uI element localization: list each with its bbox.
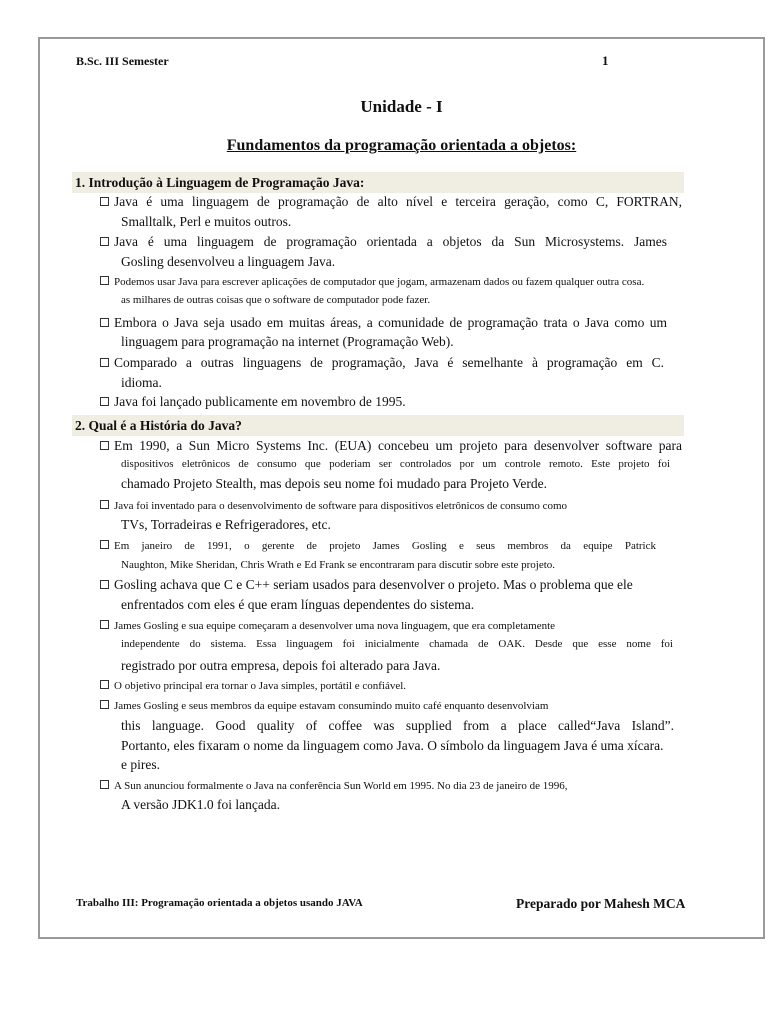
list-item-continuation: idioma. bbox=[121, 375, 162, 390]
list-item: A Sun anunciou formalmente o Java na conferência Sun World em 1995. No dia 23 de janeiro de 1996, bbox=[100, 780, 567, 792]
list-item: James Gosling e sua equipe começaram a desenvolver uma nova linguagem, que era completamente bbox=[100, 620, 555, 632]
list-item-continuation: linguagem para programação na internet (Programação Web). bbox=[121, 334, 454, 349]
bullet-box-icon bbox=[100, 318, 109, 327]
list-item-continuation: Smalltalk, Perl e muitos outros. bbox=[121, 214, 292, 229]
list-item: Java é uma linguagem de programação orientada a objetos da Sun Microsystems. James bbox=[100, 234, 667, 250]
list-item-continuation: this language. Good quality of coffee was supplied from a place called“Java Island”. bbox=[121, 718, 674, 733]
list-item: Comparado a outras linguagens de programação, Java é semelhante à programação em C. bbox=[100, 355, 664, 371]
list-item-continuation: Naughton, Mike Sheridan, Chris Wrath e Ed Frank se encontraram para discutir sobre este projeto. bbox=[121, 559, 556, 571]
list-item-continuation: chamado Projeto Stealth, mas depois seu nome foi mudado para Projeto Verde. bbox=[121, 476, 548, 491]
chapter-title: Fundamentos da programação orientada a objetos: bbox=[226, 137, 577, 154]
header-page-number: 1 bbox=[602, 53, 609, 68]
list-item-continuation: enfrentados com eles é que eram línguas dependentes do sistema. bbox=[121, 597, 475, 612]
list-item-continuation: dispositivos eletrônicos de consumo que poderiam ser controlados por um controle remoto. Este projeto foi bbox=[121, 458, 670, 470]
list-item: Em 1990, a Sun Micro Systems Inc. (EUA) concebeu um projeto para desenvolver software para bbox=[100, 438, 682, 454]
bullet-box-icon bbox=[100, 397, 109, 406]
bullet-box-icon bbox=[100, 580, 109, 589]
list-item: Gosling achava que C e C++ seriam usados para desenvolver o projeto. Mas o problema que ele bbox=[100, 577, 633, 593]
bullet-box-icon bbox=[100, 500, 109, 509]
bullet-box-icon bbox=[100, 237, 109, 246]
section-heading-2: 2. Qual é a História do Java? bbox=[72, 415, 684, 436]
list-item-continuation: e pires. bbox=[121, 757, 160, 772]
list-item-continuation: registrado por outra empresa, depois foi alterado para Java. bbox=[121, 658, 441, 673]
list-item: Java foi inventado para o desenvolvimento de software para dispositivos eletrônicos de consumo como bbox=[100, 500, 567, 512]
footer-course: Trabalho III: Programação orientada a objetos usando JAVA bbox=[76, 897, 363, 909]
bullet-box-icon bbox=[100, 680, 109, 689]
list-item-continuation: A versão JDK1.0 foi lançada. bbox=[121, 797, 280, 812]
list-item: Java foi lançado publicamente em novembro de 1995. bbox=[100, 394, 406, 410]
list-item-continuation: Gosling desenvolveu a linguagem Java. bbox=[121, 254, 336, 269]
bullet-box-icon bbox=[100, 441, 109, 450]
unit-title: Unidade - I bbox=[360, 97, 443, 116]
list-item: O objetivo principal era tornar o Java simples, portátil e confiável. bbox=[100, 680, 406, 692]
list-item-continuation: as milhares de outras coisas que o software de computador pode fazer. bbox=[121, 294, 431, 306]
bullet-box-icon bbox=[100, 780, 109, 789]
bullet-box-icon bbox=[100, 540, 109, 549]
list-item: Podemos usar Java para escrever aplicações de computador que jogam, armazenam dados ou fazem qualquer outra cosa. bbox=[100, 276, 644, 288]
list-item: Em janeiro de 1991, o gerente de projeto James Gosling e seus membros da equipe Patrick bbox=[100, 540, 656, 552]
bullet-box-icon bbox=[100, 358, 109, 367]
bullet-box-icon bbox=[100, 276, 109, 285]
list-item-continuation: TVs, Torradeiras e Refrigeradores, etc. bbox=[121, 517, 331, 532]
header-semester: B.Sc. III Semester bbox=[76, 54, 169, 68]
list-item-continuation: independente do sistema. Essa linguagem foi inicialmente chamada de OAK. Desde que esse nome foi bbox=[121, 638, 673, 650]
list-item: James Gosling e seus membros da equipe estavam consumindo muito café enquanto desenvolviam bbox=[100, 700, 548, 712]
bullet-box-icon bbox=[100, 620, 109, 629]
bullet-box-icon bbox=[100, 700, 109, 709]
list-item: Java é uma linguagem de programação de alto nível e terceira geração, como C, FORTRAN, bbox=[100, 194, 682, 210]
list-item: Embora o Java seja usado em muitas áreas, a comunidade de programação trata o Java como um bbox=[100, 315, 667, 331]
section-heading-1: 1. Introdução à Linguagem de Programação Java: bbox=[72, 172, 684, 193]
list-item-continuation: Portanto, eles fixaram o nome da linguagem como Java. O símbolo da linguagem Java é uma xícara. bbox=[121, 738, 664, 753]
document-page bbox=[38, 37, 765, 939]
bullet-box-icon bbox=[100, 197, 109, 206]
footer-author: Preparado por Mahesh MCA bbox=[516, 896, 686, 911]
